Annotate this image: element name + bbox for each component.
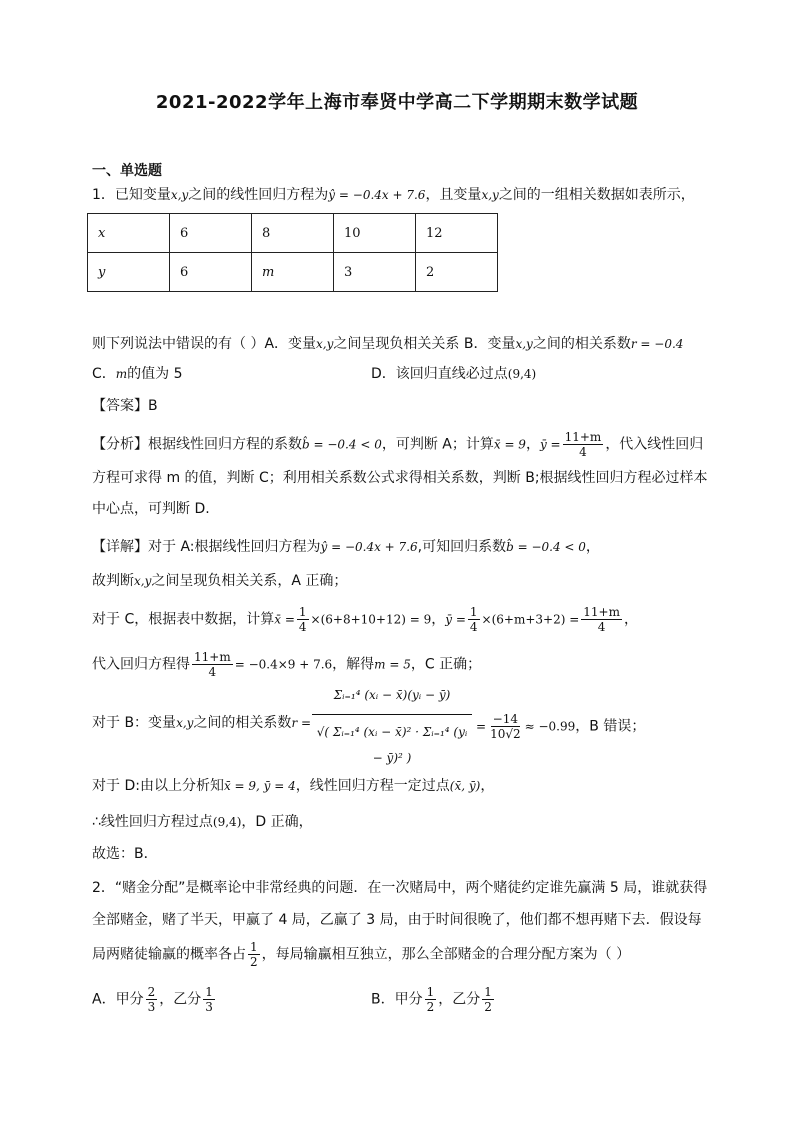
text: A．甲分 <box>92 991 144 1008</box>
math: x̄ = <box>274 612 295 627</box>
table-cell: y <box>88 253 170 292</box>
math: ×(6+m+3+2) = <box>481 612 580 627</box>
text: 代入回归方程得 <box>92 656 190 673</box>
fraction <box>248 940 260 969</box>
math: (9,4) <box>507 367 537 381</box>
denominator: 4 <box>579 445 587 459</box>
text: ，B 错误； <box>575 718 646 735</box>
text: ， <box>585 539 600 555</box>
text: ,可知回归系数 <box>417 539 507 555</box>
table-cell: 6 <box>170 253 252 292</box>
answer-label: 【答案】B <box>92 398 158 414</box>
math: (9,4) <box>212 815 242 829</box>
denominator: √( Σᵢ₌₁⁴ (xᵢ − x̄)² · Σᵢ₌₁⁴ (yᵢ − ȳ)² ) <box>316 725 468 765</box>
denominator: 3 <box>147 1000 156 1014</box>
detail-d-line <box>92 775 494 797</box>
text: ，线性回归方程一定过点 <box>295 778 450 794</box>
numerator: 1 <box>469 605 478 619</box>
denominator: 4 <box>597 620 606 634</box>
text: ，且变量 <box>425 187 482 203</box>
numerator: 1 <box>426 985 435 999</box>
math: r = <box>291 716 312 730</box>
analysis-line1 <box>92 430 703 459</box>
math: ȳ = <box>539 437 561 452</box>
denominator: 10√2 <box>490 727 521 741</box>
detail-b-line-right <box>476 712 645 741</box>
text: ∴线性回归方程过点 <box>92 814 213 830</box>
numerator: Σᵢ₌₁⁴ (xᵢ − x̄)(yᵢ − ȳ) <box>312 680 472 715</box>
denominator: 4 <box>469 620 478 634</box>
numerator: −14 <box>492 712 518 726</box>
text: 【详解】对于 A:根据线性回归方程为 <box>92 539 321 555</box>
text: 局两赌徒输赢的概率各占 <box>92 946 246 963</box>
table-cell: 2 <box>416 253 498 292</box>
section-heading: 一、单选题 <box>92 163 162 179</box>
q1-options-line <box>92 333 683 355</box>
text: ， <box>623 611 638 628</box>
math: x,y <box>316 337 334 351</box>
numerator: 11+m <box>583 605 620 619</box>
denominator: 2 <box>250 955 258 969</box>
q1-option-d <box>371 363 536 385</box>
text: 之间的相关系数 <box>532 336 631 352</box>
table-cell: 6 <box>170 214 252 253</box>
text: 的值为 5 <box>127 366 183 382</box>
text: ，乙分 <box>438 991 481 1008</box>
table-cell: 12 <box>416 214 498 253</box>
math: ×(6+8+10+12) = 9 <box>310 612 432 627</box>
denominator: 2 <box>426 1000 435 1014</box>
numerator: 11+m <box>194 650 231 664</box>
text: 则下列说法中错误的有（ ）A．变量 <box>92 336 317 352</box>
q2-line1: 2．“赌金分配”是概率论中非常经典的问题．在一次赌局中，两个赌徒约定谁先赢满 5 局，谁就获得 <box>92 880 708 896</box>
text: ， <box>525 436 540 453</box>
math: x,y <box>170 188 189 202</box>
table-cell: 3 <box>334 253 416 292</box>
math-regression-eq: ŷ = −0.4x + 7.6 <box>328 188 426 202</box>
math: ŷ = −0.4x + 7.6 <box>320 540 418 554</box>
numerator: 2 <box>147 985 156 999</box>
math: x̄ = 9 <box>493 437 526 452</box>
text: 对于 C，根据表中数据，计算 <box>92 611 275 628</box>
text: ，可判断 A；计算 <box>381 436 494 453</box>
numerator: 1 <box>250 940 258 954</box>
analysis-line2: 方程可求得 m 的值，判断 C；利用相关系数公式求得相关系数，判断 B;根据线性回归方程必过样本 <box>92 470 708 486</box>
math: x,y <box>481 188 499 202</box>
text: B．甲分 <box>371 991 423 1008</box>
page-title: 2021-2022学年上海市奉贤中学高二下学期期末数学试题 <box>155 92 639 113</box>
q2-line2: 全部赌金，赌了半天，甲赢了 4 局，乙赢了 3 局，由于时间很晚了，他们都不想再赌下去．假设每 <box>92 912 702 928</box>
text: ， <box>480 778 495 794</box>
detail-sub-line <box>92 650 481 679</box>
denominator: 3 <box>205 1000 213 1014</box>
math: m = 5 <box>374 657 411 672</box>
text: C． <box>92 366 116 382</box>
correlation-formula <box>312 680 472 771</box>
math: b̂ = −0.4 < 0 <box>506 540 586 554</box>
text: 故判断 <box>92 573 134 589</box>
table-row <box>88 253 498 292</box>
numerator: 1 <box>205 985 213 999</box>
q2-option-b <box>371 985 496 1014</box>
math: ≈ −0.99 <box>524 719 576 734</box>
denominator: 4 <box>298 620 307 634</box>
q2-option-a <box>92 985 217 1014</box>
math: x̄ = 9, ȳ = 4 <box>223 779 296 793</box>
fraction <box>192 650 233 679</box>
text: 1．已知变量 <box>92 187 171 203</box>
text: 对于 D:由以上分析知 <box>92 778 224 794</box>
fraction <box>468 605 480 634</box>
table-cell: x <box>88 214 170 253</box>
text: 之间的一组相关数据如表所示， <box>498 187 695 203</box>
q2-line3 <box>92 940 630 969</box>
text: ，解得 <box>332 656 375 673</box>
text: D．该回归直线必过点 <box>371 366 508 382</box>
fraction <box>581 605 622 634</box>
text: ，D 正确， <box>241 814 313 830</box>
math: = −0.4×9 + 7.6 <box>234 657 333 672</box>
detail-d2-line <box>92 811 313 833</box>
math: x,y <box>134 574 152 588</box>
table-cell: 10 <box>334 214 416 253</box>
text: 之间的线性回归方程为 <box>188 187 329 203</box>
math: x,y <box>176 716 194 730</box>
denominator: 4 <box>208 665 217 679</box>
fraction <box>297 605 309 634</box>
table-cell: m <box>252 253 334 292</box>
fraction <box>482 985 494 1014</box>
math: r = −0.4 <box>630 337 684 351</box>
choice-line: 故选：B． <box>92 846 158 862</box>
detail-line1 <box>92 536 600 558</box>
fraction <box>488 712 523 741</box>
text: 之间呈现负相关关系，A 正确； <box>151 573 348 589</box>
text: 之间的相关系数 <box>193 715 292 731</box>
text: ，乙分 <box>159 991 202 1008</box>
q1-option-c <box>92 363 183 385</box>
numerator: 11+m <box>564 430 602 444</box>
text: ，代入线性回归 <box>605 436 704 453</box>
math: x,y <box>515 337 533 351</box>
detail-b-line-left <box>92 712 311 734</box>
fraction <box>425 985 437 1014</box>
q1-line1 <box>92 184 695 206</box>
text: ， <box>431 611 446 628</box>
math: (x̄, ȳ) <box>449 779 481 793</box>
text: ，C 正确； <box>410 656 482 673</box>
numerator: 1 <box>484 985 492 999</box>
fraction <box>146 985 158 1014</box>
text: ，每局输赢相互独立，那么全部赌金的合理分配方案为（ ） <box>261 946 631 963</box>
analysis-line3: 中心点，可判断 D. <box>92 501 210 517</box>
math: b̂ = −0.4 < 0 <box>302 437 382 452</box>
table-cell: 8 <box>252 214 334 253</box>
fraction <box>203 985 215 1014</box>
text: 【分析】根据线性回归方程的系数 <box>92 436 302 453</box>
detail-c-line <box>92 605 638 634</box>
data-table <box>87 213 498 292</box>
math: m <box>115 367 128 381</box>
detail-line2 <box>92 570 347 592</box>
math: = <box>476 719 487 734</box>
table-row <box>88 214 498 253</box>
fraction <box>563 430 604 459</box>
text: 对于 B：变量 <box>92 715 177 731</box>
text: 之间呈现负相关关系 B．变量 <box>333 336 516 352</box>
math: ȳ = <box>445 612 466 627</box>
denominator: 2 <box>484 1000 492 1014</box>
numerator: 1 <box>298 605 307 619</box>
